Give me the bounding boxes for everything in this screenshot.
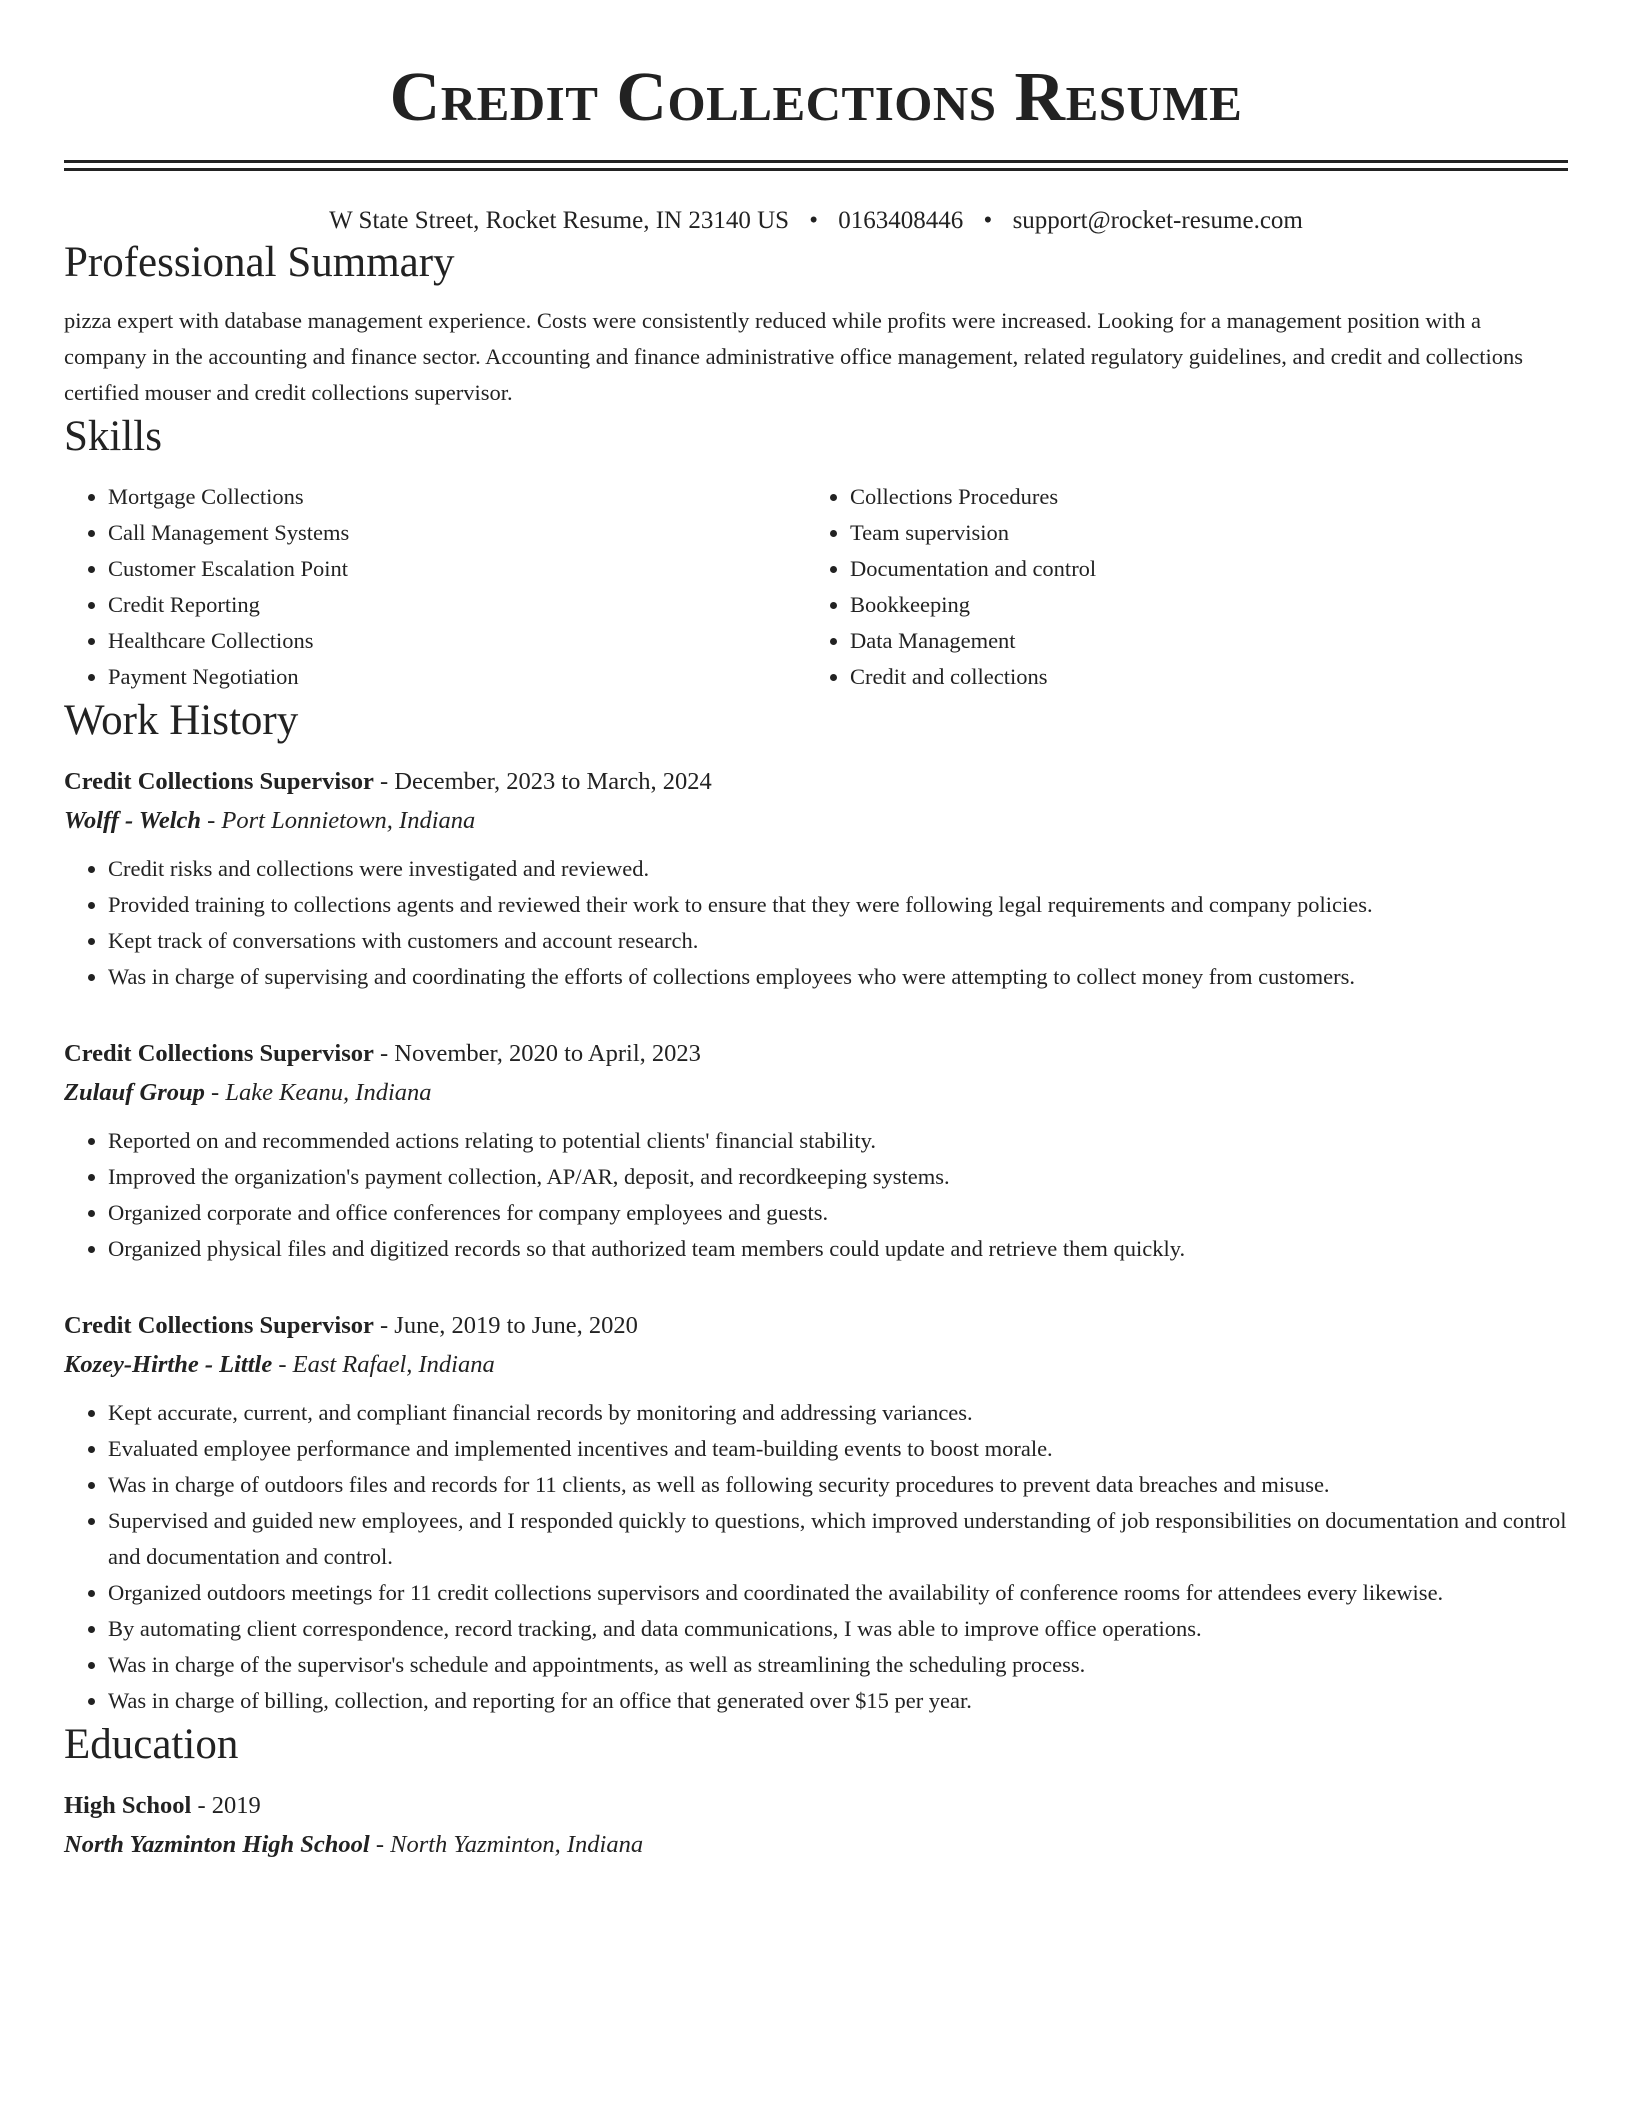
job-company: Wolff - Welch xyxy=(64,807,202,834)
work-history-heading: Work History xyxy=(64,697,299,744)
job-duty: • Reported on and recommended actions relating to potential clients' financial stability. xyxy=(108,1123,1568,1159)
contact-line xyxy=(64,205,1568,237)
education-degree: High School xyxy=(64,1792,192,1819)
job-role: Credit Collections Supervisor xyxy=(64,1040,374,1067)
job-entry xyxy=(64,763,1568,995)
skill-item: • Customer Escalation Point xyxy=(108,551,806,587)
job-duties xyxy=(64,851,1568,995)
job-duty: • Organized corporate and office conferences for company employees and guests. xyxy=(108,1195,1568,1231)
skill-item: • Credit Reporting xyxy=(108,587,806,623)
education-school: North Yazminton High School xyxy=(64,1831,370,1858)
job-header xyxy=(64,1307,1568,1345)
job-duty: • Organized outdoors meetings for 11 credit collections supervisors and coordinated the availability of conference rooms for attendees every likewise. xyxy=(108,1575,1568,1611)
job-employer xyxy=(64,801,1568,841)
skill-item: • Mortgage Collections xyxy=(108,479,806,515)
job-duty: • Kept track of conversations with customers and account research. xyxy=(108,923,1568,959)
summary-heading: Professional Summary xyxy=(64,239,455,286)
job-entry xyxy=(64,1035,1568,1267)
job-employer xyxy=(64,1073,1568,1113)
job-duty: • By automating client correspondence, record tracking, and data communications, I was able to improve office operations. xyxy=(108,1611,1568,1647)
job-duty: • Improved the organization's payment collection, AP/AR, deposit, and recordkeeping systems. xyxy=(108,1159,1568,1195)
job-duty: • Was in charge of the supervisor's schedule and appointments, as well as streamlining the scheduling process. xyxy=(108,1647,1568,1683)
skill-item: • Payment Negotiation xyxy=(108,659,806,695)
education-entry xyxy=(64,1787,1568,1865)
skills-list-left xyxy=(64,479,806,695)
skill-item: • Documentation and control xyxy=(850,551,1548,587)
job-duties xyxy=(64,1123,1568,1267)
job-location: - Port Lonnietown, Indiana xyxy=(201,807,476,834)
job-header xyxy=(64,763,1568,801)
job-duty: • Was in charge of outdoors files and records for 11 clients, as well as following security procedures to prevent data breaches and misuse. xyxy=(108,1467,1568,1503)
job-dates: - December, 2023 to March, 2024 xyxy=(373,768,712,795)
job-company: Kozey-Hirthe - Little xyxy=(64,1351,273,1378)
job-duty: • Credit risks and collections were investigated and reviewed. xyxy=(108,851,1568,887)
skill-item: • Credit and collections xyxy=(850,659,1548,695)
education-institution xyxy=(64,1825,1568,1865)
job-duty: • Provided training to collections agents and reviewed their work to ensure that they were following legal requirements and company policies. xyxy=(108,887,1568,923)
skill-item: • Data Management xyxy=(850,623,1548,659)
education-header xyxy=(64,1787,1568,1825)
job-entry xyxy=(64,1307,1568,1719)
skills-list-right xyxy=(806,479,1548,695)
job-duty: • Evaluated employee performance and implemented incentives and team-building events to boost morale. xyxy=(108,1431,1568,1467)
job-role: Credit Collections Supervisor xyxy=(64,768,374,795)
skill-item: • Call Management Systems xyxy=(108,515,806,551)
summary-text: pizza expert with database management experience. Costs were consistently reduced while profits were increased. Looking for a management position with a company in the accounting and finance sector. Accounting and finance administrative office management, related regulatory guidelines, and credit and collections certified mouser and credit collections supervisor. xyxy=(64,308,1524,405)
education-year: - 2019 xyxy=(191,1792,261,1819)
job-dates: - June, 2019 to June, 2020 xyxy=(373,1312,638,1339)
contact-email: support@rocket-resume.com xyxy=(1012,207,1303,234)
job-duty: • Supervised and guided new employees, and I responded quickly to questions, which improved understanding of job responsibilities on documentation and control and documentation and control. xyxy=(108,1503,1568,1575)
skill-item: • Team supervision xyxy=(850,515,1548,551)
resume-title: Credit Collections Resume xyxy=(389,59,1243,136)
job-duties xyxy=(64,1395,1568,1719)
contact-separator: • xyxy=(983,207,993,234)
job-location: - Lake Keanu, Indiana xyxy=(204,1079,432,1106)
education-heading: Education xyxy=(64,1721,239,1768)
job-location: - East Rafael, Indiana xyxy=(272,1351,495,1378)
skills-heading: Skills xyxy=(64,413,162,460)
title-double-rule xyxy=(64,160,1568,171)
job-duty: • Was in charge of billing, collection, and reporting for an office that generated over $15 per year. xyxy=(108,1683,1568,1719)
job-header xyxy=(64,1035,1568,1073)
skills-columns xyxy=(64,479,1568,695)
job-company: Zulauf Group xyxy=(64,1079,205,1106)
job-role: Credit Collections Supervisor xyxy=(64,1312,374,1339)
job-duty: • Kept accurate, current, and compliant financial records by monitoring and addressing variances. xyxy=(108,1395,1568,1431)
skill-item: • Collections Procedures xyxy=(850,479,1548,515)
job-dates: - November, 2020 to April, 2023 xyxy=(373,1040,701,1067)
job-duty: • Was in charge of supervising and coordinating the efforts of collections employees who were attempting to collect money from customers. xyxy=(108,959,1568,995)
education-location: - North Yazminton, Indiana xyxy=(369,1831,644,1858)
skill-item: • Healthcare Collections xyxy=(108,623,806,659)
job-employer xyxy=(64,1345,1568,1385)
contact-separator: • xyxy=(809,207,819,234)
job-duty: • Organized physical files and digitized records so that authorized team members could update and retrieve them quickly. xyxy=(108,1231,1568,1267)
contact-phone: 0163408446 xyxy=(838,207,964,234)
contact-address: W State Street, Rocket Resume, IN 23140 US xyxy=(329,207,790,234)
skill-item: • Bookkeeping xyxy=(850,587,1548,623)
